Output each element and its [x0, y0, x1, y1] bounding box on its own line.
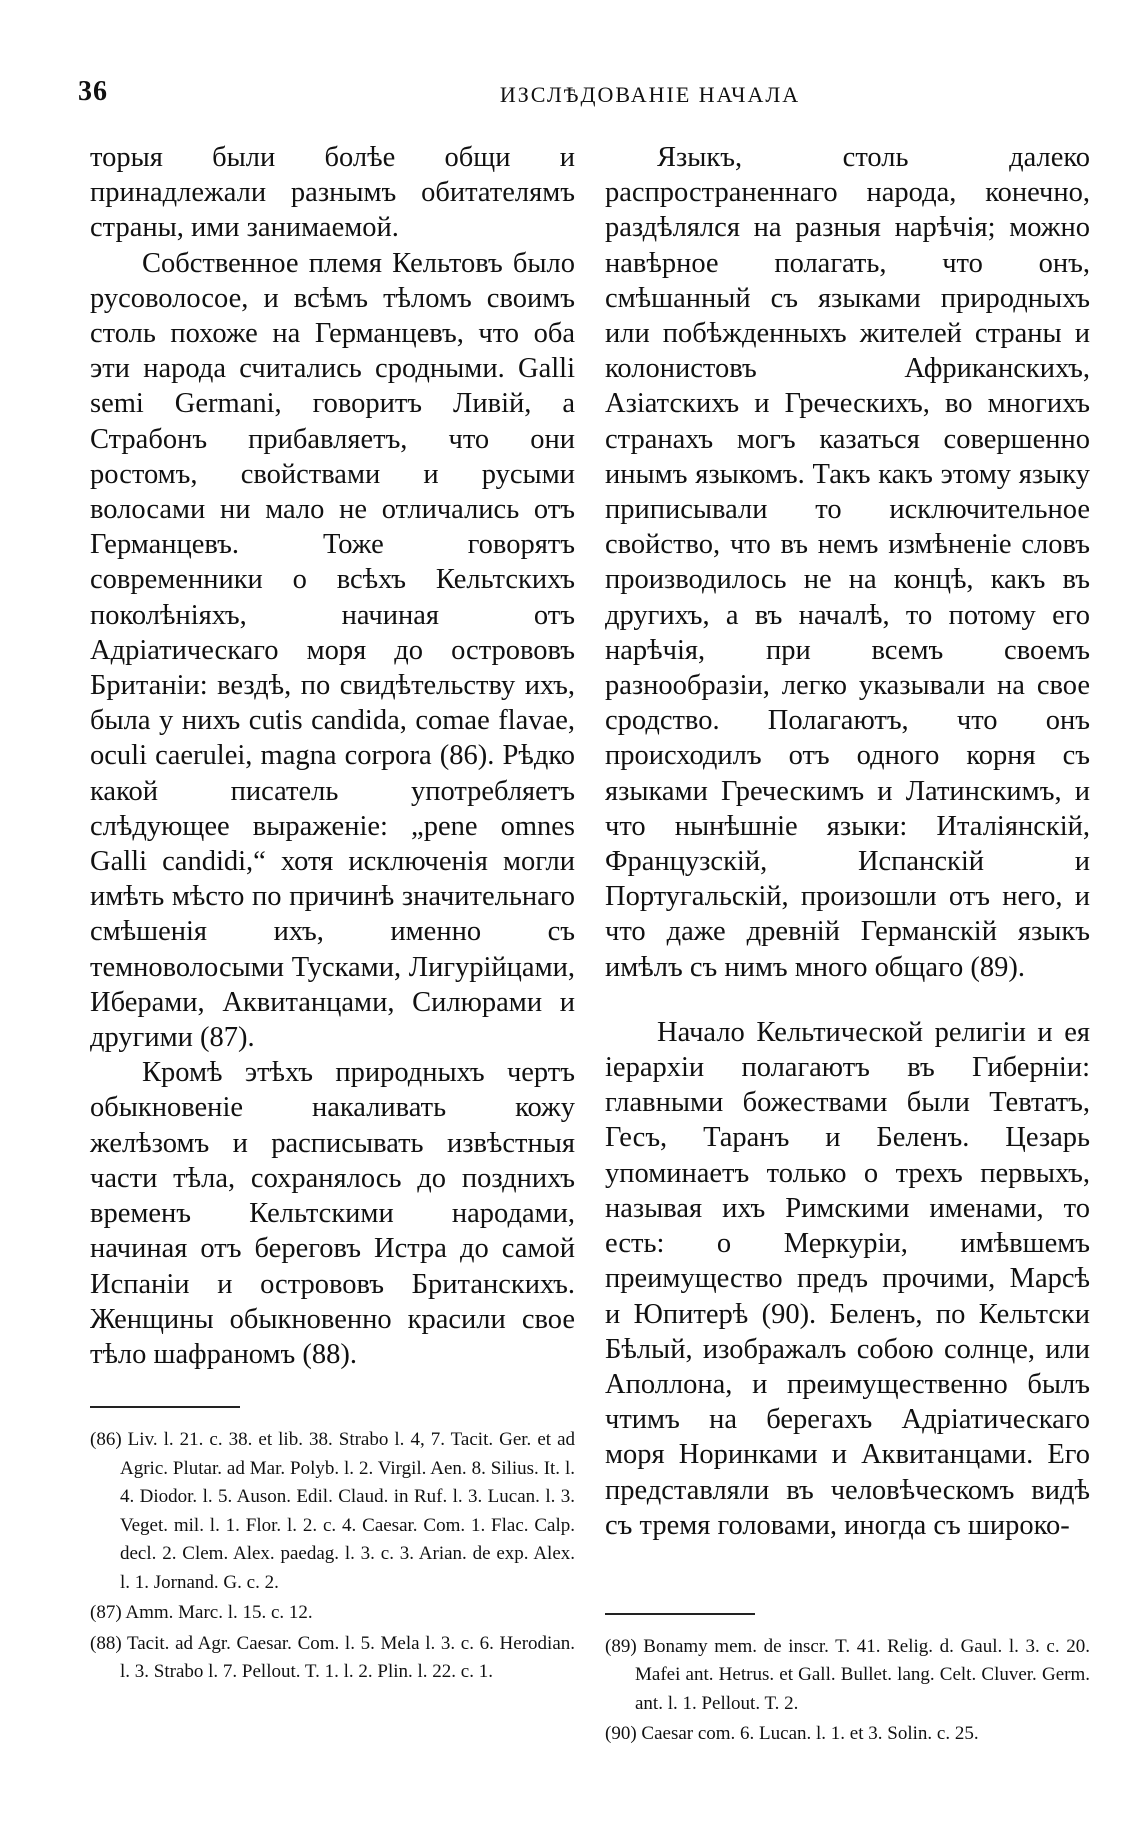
page-number: 36 [78, 76, 108, 107]
footnote: (89) Bonamy mem. de inscr. T. 41. Relig. d. Gaul. l. 3. c. 20. Mafei ant. Hetrus. et Gall. Bullet. lang. Celt. Cluver. Germ. ant. l. 1. Pellout. T. 2. [605, 1635, 1090, 1714]
footnote: (86) Liv. l. 21. c. 38. et lib. 38. Strabo l. 4, 7. Tacit. Ger. et ad Agric. Plutar. ad Mar. Polyb. l. 2. Virgil. Aen. 8. Silius. It. l. 4. Diodor. l. 5. Auson. Edil. Claud. in Ruf. l. 3. Lucan. l. 3. Veget. mil. l. 1. Flor. l. 2. c. 4. Caesar. Com. 1. Flac. Calp. decl. 2. Clem. Alex. paedag. l. 3. c. 3. Arian. de exp. Alex. l. 1. Jornand. G. c. 2. [90, 1429, 575, 1593]
left-column [90, 140, 575, 1689]
footnote-divider [90, 1406, 240, 1408]
paragraph: торыя были болѣе общи и принадлежали разнымъ обитателямъ страны, ими занимаемой. [90, 142, 575, 244]
right-column [605, 140, 1090, 1751]
paragraph: Собственное племя Кельтовъ было русоволосое, и всѣмъ тѣломъ своимъ столь похоже на Германцевъ, что оба эти народа считались сродными. Galli semi Germani, говоритъ Ливій, а Страбонъ прибавляетъ, что они ростомъ, свойствами и русыми волосами ни мало не отличались отъ Германцевъ. Тоже говорятъ современники о всѣхъ Кельтскихъ поколѣніяхъ, начиная отъ Адріатическаго моря до острововъ Британіи: вездѣ, по свидѣтельству ихъ, была у нихъ cutis candida, comae flavae, oculi caerulei, magna corpora (86). Рѣдко какой писатель употребляетъ слѣдующее выраженіе: „pene omnes Galli candidi,“ хотя исключенія могли имѣть мѣсто по причинѣ значительнаго смѣшенія ихъ, именно съ темноволосыми Тусками, Лигурійцами, Иберами, Аквитанцами, Силюрами и другими (87). [90, 247, 575, 1054]
paragraph: Кромѣ этѣхъ природныхъ чертъ обыкновеніе накаливать кожу желѣзомъ и расписывать извѣстныя части тѣла, сохранялось до позднихъ временъ Кельтскими народами, начиная отъ береговъ Истра до самой Испаніи и острововъ Британскихъ. Женщины обыкновенно красили свое тѣло шафраномъ (88). [90, 1057, 575, 1370]
page-header [60, 76, 1090, 116]
paragraph: Языкъ, столь далеко распространеннаго народа, конечно, раздѣлялся на разныя нарѣчія; можно навѣрное полагать, что онъ, смѣшанный съ языками природныхъ или побѣжденныхъ жителей страны и колонистовъ Африканскихъ, Азіатскихъ и Греческихъ, во многихъ странахъ могъ казаться совершенно инымъ языкомъ. Такъ какъ этому языку приписывали то исключительное свойство, что въ немъ измѣненіе словъ производилось не на концѣ, какъ въ другихъ, а въ началѣ, то потому его нарѣчія, при всемъ своемъ разнообразіи, легко указывали на свое сродство. Полагаютъ, что онъ происходилъ отъ одного корня съ языками Греческимъ и Латинскимъ, и что нынѣшніе языки: Италіянскій, Французскій, Испанскій и Португальскій, произошли отъ него, и что даже древній Германскій языкъ имѣлъ съ нимъ много общаго (89). [605, 142, 1090, 983]
paragraph-gap [605, 985, 1090, 1015]
running-head: ИЗСЛѢДОВАНІЕ НАЧАЛА [499, 82, 801, 107]
footnote: (90) Caesar com. 6. Lucan. l. 1. et 3. Solin. c. 25. [605, 1723, 979, 1745]
paragraph: Начало Кельтической религіи и ея іерархіи полагаютъ въ Гиберніи: главными божествами были Тевтатъ, Гесъ, Таранъ и Беленъ. Цезарь упоминаетъ только о трехъ первыхъ, называя ихъ Римскими именами, то есть: о Меркуріи, имѣвшемъ преимущество предъ прочими, Марсѣ и Юпитерѣ (90). Беленъ, по Кельтски Бѣлый, изображалъ собою солнце, или Аполлона, и преимущественно былъ чтимъ на берегахъ Адріатическаго моря Норинками и Аквитанцами. Его представляли въ человѣческомъ видѣ съ тремя головами, иногда съ широко- [605, 1016, 1090, 1541]
footnote-divider [605, 1613, 755, 1615]
footnote: (87) Amm. Marc. l. 15. c. 12. [90, 1602, 313, 1624]
footnote: (88) Tacit. ad Agr. Caesar. Com. l. 5. Mela l. 3. c. 6. Herodian. l. 3. Strabo l. 7. Pellout. T. 1. l. 2. Plin. l. 22. c. 1. [90, 1632, 575, 1683]
